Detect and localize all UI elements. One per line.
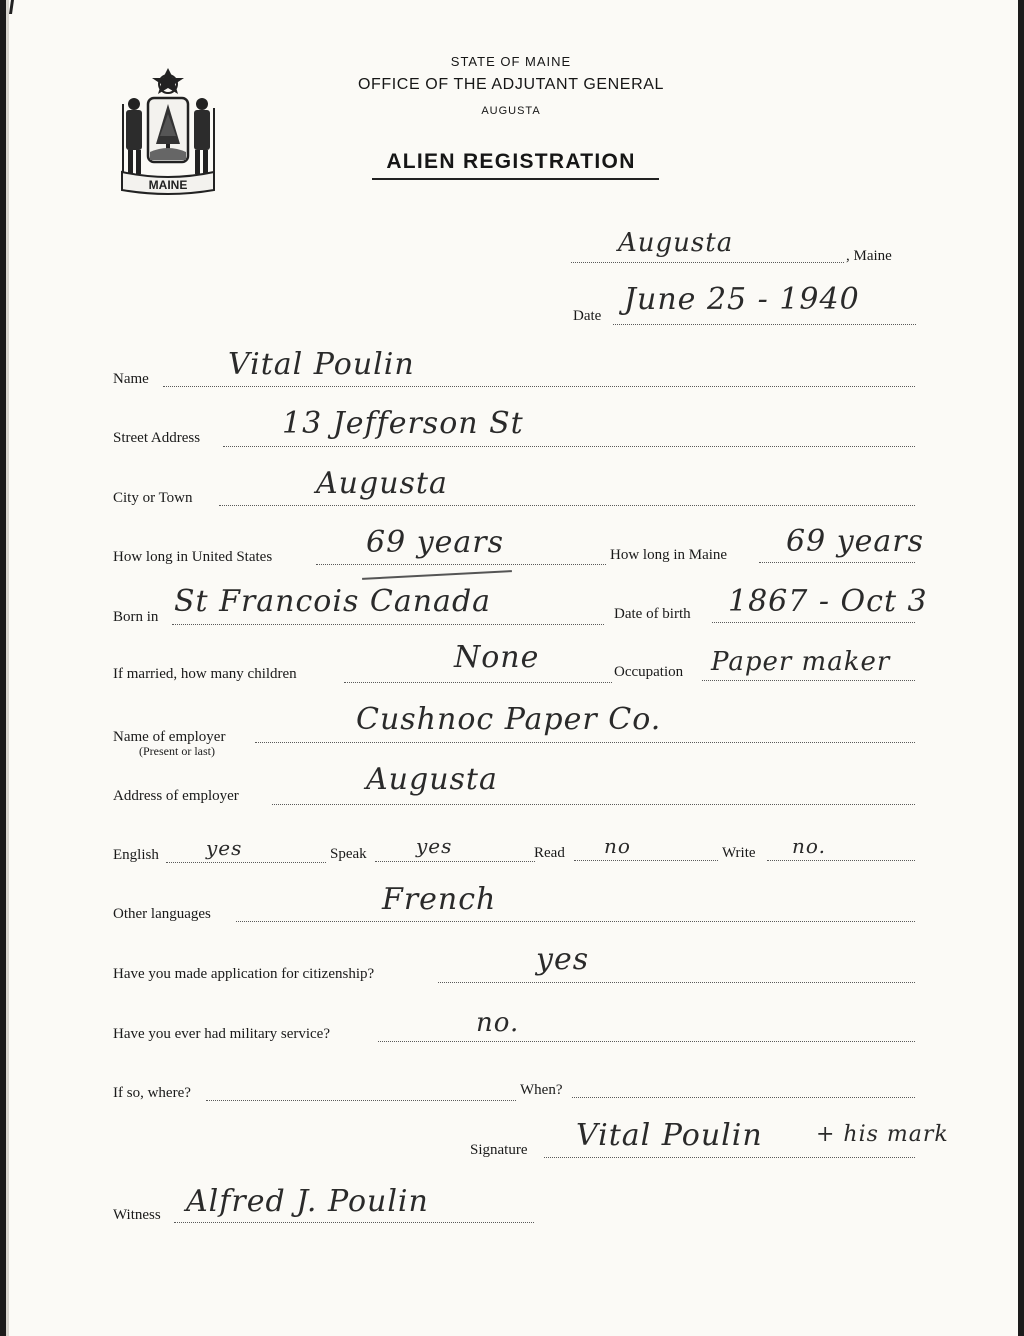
write-label: Write: [722, 845, 756, 861]
city-value: Augusta: [316, 466, 448, 501]
read-label: Read: [534, 845, 565, 861]
us-years-label: How long in United States: [113, 549, 273, 565]
english-value: yes: [206, 836, 243, 860]
children-value: None: [454, 640, 540, 675]
employer-address-line: [272, 804, 915, 805]
birth-date-value: 1867 - Oct 3: [728, 584, 928, 619]
scan-mark: [9, 0, 14, 14]
when-label: When?: [520, 1082, 563, 1098]
pencil-mark: [362, 570, 512, 580]
employer-address-label: Address of employer: [113, 788, 239, 804]
us-years-value: 69 years: [366, 525, 505, 560]
where-label: If so, where?: [113, 1085, 191, 1101]
english-line: [166, 862, 326, 863]
witness-label: Witness: [113, 1207, 161, 1223]
signature-line: [544, 1157, 915, 1158]
other-languages-value: French: [382, 882, 497, 917]
place-value: Augusta: [618, 228, 734, 258]
occupation-value: Paper maker: [711, 647, 891, 677]
other-languages-line: [236, 921, 915, 922]
military-label: Have you ever had military service?: [113, 1026, 330, 1042]
name-value: Vital Poulin: [228, 347, 415, 382]
city-heading: AUGUSTA: [481, 105, 541, 117]
other-languages-label: Other languages: [113, 906, 211, 922]
military-line: [378, 1041, 915, 1042]
page-edge: [6, 0, 9, 1336]
birth-date-line: [712, 622, 915, 623]
street-label: Street Address: [113, 430, 201, 446]
where-line: [206, 1100, 516, 1101]
speak-line: [375, 861, 535, 862]
read-line: [574, 860, 718, 861]
born-line: [172, 624, 604, 625]
signature-mark: + his mark: [816, 1122, 949, 1147]
registration-form: [6, 0, 1018, 1336]
english-label: English: [113, 847, 159, 863]
office-heading: OFFICE OF THE ADJUTANT GENERAL: [357, 76, 665, 93]
signature-label: Signature: [470, 1142, 528, 1158]
birth-date-label: Date of birth: [614, 606, 691, 622]
date-line: [613, 324, 916, 325]
witness-line: [174, 1222, 534, 1223]
city-label: City or Town: [113, 490, 193, 506]
citizenship-line: [438, 982, 915, 983]
us-years-line: [316, 564, 606, 565]
speak-label: Speak: [330, 846, 367, 862]
children-label: If married, how many children: [113, 666, 297, 682]
name-label: Name: [113, 371, 149, 387]
maine-years-value: 69 years: [786, 524, 925, 559]
svg-text:MAINE: MAINE: [148, 178, 188, 192]
citizenship-value: yes: [536, 942, 590, 977]
signature-value: Vital Poulin: [576, 1118, 763, 1153]
title-underline: [372, 178, 659, 180]
maine-years-label: How long in Maine: [610, 547, 728, 563]
form-title: ALIEN REGISTRATION: [386, 150, 636, 173]
when-line: [572, 1097, 915, 1098]
occupation-line: [702, 680, 915, 681]
read-value: no: [604, 834, 631, 858]
citizenship-label: Have you made application for citizenship?: [113, 966, 375, 982]
place-line: [571, 262, 844, 263]
street-line: [223, 446, 915, 447]
state-heading: STATE OF MAINE: [450, 54, 572, 69]
born-value: St Francois Canada: [174, 584, 492, 619]
place-suffix: , Maine: [846, 248, 892, 264]
city-line: [219, 505, 915, 506]
employer-address-value: Augusta: [366, 762, 498, 797]
employer-line: [255, 742, 915, 743]
write-value: no.: [792, 834, 826, 858]
speak-value: yes: [416, 834, 453, 858]
maine-state-seal-icon: [114, 64, 222, 198]
write-line: [767, 860, 915, 861]
children-line: [344, 682, 612, 683]
occupation-label: Occupation: [614, 664, 684, 680]
witness-value: Alfred J. Poulin: [186, 1184, 429, 1219]
military-value: no.: [476, 1008, 520, 1038]
name-line: [163, 386, 915, 387]
employer-value: Cushnoc Paper Co.: [356, 702, 662, 737]
employer-sublabel: (Present or last): [139, 744, 215, 758]
born-label: Born in: [113, 609, 159, 625]
maine-years-line: [759, 562, 915, 563]
date-label: Date: [573, 308, 602, 324]
date-value: June 25 - 1940: [624, 282, 860, 317]
street-value: 13 Jefferson St: [282, 406, 524, 441]
employer-label: Name of employer: [113, 729, 226, 745]
